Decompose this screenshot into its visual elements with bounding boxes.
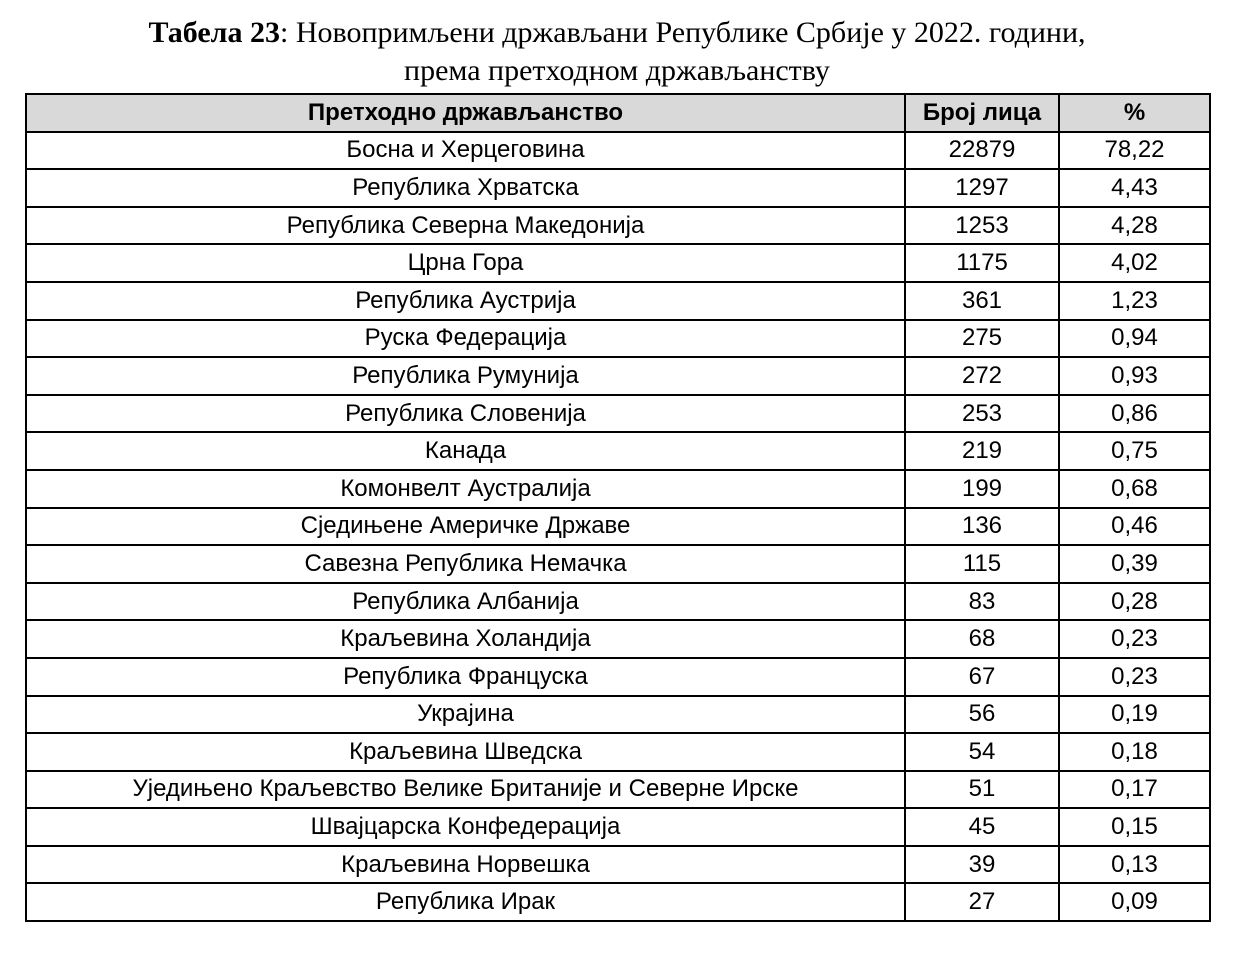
cell-count: 275 [905, 320, 1059, 358]
table-row [26, 658, 1210, 696]
cell-percent: 78,22 [1059, 132, 1210, 170]
citizenship-table [25, 93, 1211, 922]
cell-country: Краљевина Норвешка [26, 846, 905, 884]
table-row [26, 470, 1210, 508]
cell-country: Краљевина Холандија [26, 620, 905, 658]
cell-count: 1253 [905, 207, 1059, 245]
table-row [26, 696, 1210, 734]
caption-line-1 [0, 14, 1234, 52]
cell-country: Република Француска [26, 658, 905, 696]
cell-count: 115 [905, 545, 1059, 583]
cell-percent: 0,13 [1059, 846, 1210, 884]
cell-percent: 0,39 [1059, 545, 1210, 583]
cell-percent: 4,28 [1059, 207, 1210, 245]
caption-separator: : [279, 16, 289, 49]
cell-count: 1175 [905, 244, 1059, 282]
header-previous-citizenship: Претходно држављанство [26, 94, 905, 132]
table-row [26, 771, 1210, 809]
cell-count: 219 [905, 432, 1059, 470]
cell-count: 199 [905, 470, 1059, 508]
cell-country: Република Албанија [26, 583, 905, 621]
cell-percent: 4,02 [1059, 244, 1210, 282]
table-row [26, 320, 1210, 358]
table-row [26, 395, 1210, 433]
table-row [26, 207, 1210, 245]
cell-count: 253 [905, 395, 1059, 433]
cell-country: Република Северна Македонија [26, 207, 905, 245]
cell-count: 67 [905, 658, 1059, 696]
cell-percent: 0,93 [1059, 357, 1210, 395]
cell-count: 22879 [905, 132, 1059, 170]
cell-country: Република Хрватска [26, 169, 905, 207]
table-row [26, 282, 1210, 320]
cell-country: Савезна Република Немачка [26, 545, 905, 583]
cell-country: Руска Федерација [26, 320, 905, 358]
table-row [26, 808, 1210, 846]
table-row [26, 883, 1210, 921]
cell-count: 54 [905, 733, 1059, 771]
cell-country: Сједињене Америчке Државе [26, 508, 905, 546]
cell-country: Швајцарска Конфедерација [26, 808, 905, 846]
cell-percent: 1,23 [1059, 282, 1210, 320]
cell-count: 39 [905, 846, 1059, 884]
cell-count: 83 [905, 583, 1059, 621]
caption-title-line-1: Новопримљени држављани Републике Србије у 2022. години, [288, 16, 1086, 49]
cell-count: 68 [905, 620, 1059, 658]
cell-count: 272 [905, 357, 1059, 395]
cell-country: Босна и Херцеговина [26, 132, 905, 170]
cell-country: Република Ирак [26, 883, 905, 921]
cell-country: Канада [26, 432, 905, 470]
cell-percent: 4,43 [1059, 169, 1210, 207]
cell-percent: 0,75 [1059, 432, 1210, 470]
cell-percent: 0,94 [1059, 320, 1210, 358]
cell-count: 361 [905, 282, 1059, 320]
caption-title-line-2: према претходном држављанству [404, 54, 830, 87]
table-row [26, 169, 1210, 207]
cell-percent: 0,19 [1059, 696, 1210, 734]
cell-percent: 0,15 [1059, 808, 1210, 846]
cell-country: Уједињено Краљевство Велике Британије и Северне Ирске [26, 771, 905, 809]
cell-percent: 0,09 [1059, 883, 1210, 921]
cell-percent: 0,17 [1059, 771, 1210, 809]
cell-count: 45 [905, 808, 1059, 846]
cell-percent: 0,28 [1059, 583, 1210, 621]
table-row [26, 583, 1210, 621]
cell-count: 27 [905, 883, 1059, 921]
table-number-label: Табела 23 [148, 16, 280, 49]
table-body [26, 132, 1210, 921]
table-row [26, 620, 1210, 658]
cell-country: Украјина [26, 696, 905, 734]
header-row [26, 94, 1210, 132]
header-number-of-persons: Број лица [905, 94, 1059, 132]
cell-country: Комонвелт Аустралија [26, 470, 905, 508]
table-row [26, 132, 1210, 170]
table-row [26, 508, 1210, 546]
table-row [26, 545, 1210, 583]
table-row [26, 432, 1210, 470]
table-row [26, 357, 1210, 395]
header-percent: % [1059, 94, 1210, 132]
cell-percent: 0,68 [1059, 470, 1210, 508]
cell-country: Република Словенија [26, 395, 905, 433]
cell-count: 136 [905, 508, 1059, 546]
cell-percent: 0,18 [1059, 733, 1210, 771]
table-header [26, 94, 1210, 132]
table-caption [0, 14, 1234, 90]
cell-percent: 0,46 [1059, 508, 1210, 546]
cell-percent: 0,86 [1059, 395, 1210, 433]
cell-country: Краљевина Шведска [26, 733, 905, 771]
cell-percent: 0,23 [1059, 620, 1210, 658]
table-row [26, 733, 1210, 771]
cell-country: Република Румунија [26, 357, 905, 395]
cell-country: Црна Гора [26, 244, 905, 282]
cell-count: 56 [905, 696, 1059, 734]
cell-count: 51 [905, 771, 1059, 809]
cell-country: Република Аустрија [26, 282, 905, 320]
table-row [26, 846, 1210, 884]
table-row [26, 244, 1210, 282]
cell-percent: 0,23 [1059, 658, 1210, 696]
cell-count: 1297 [905, 169, 1059, 207]
